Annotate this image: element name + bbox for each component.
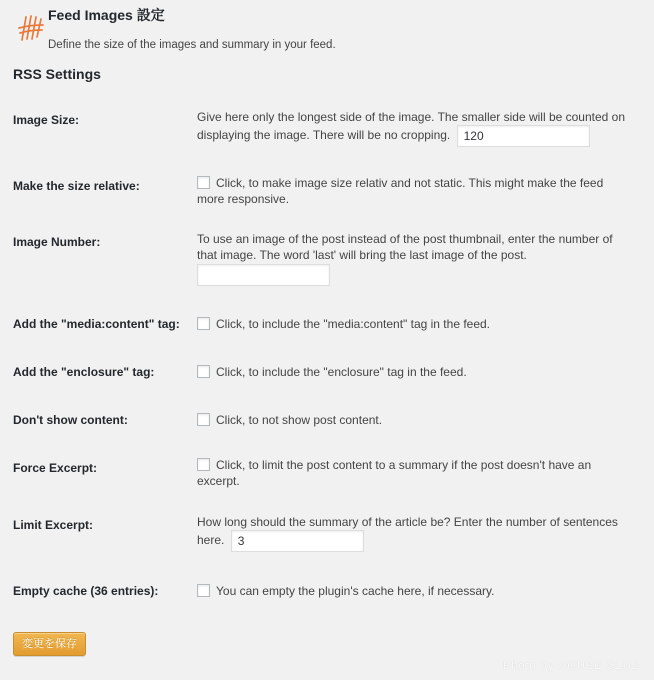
limit-excerpt-label: Limit Excerpt: (13, 518, 94, 532)
limit-excerpt-field (197, 514, 629, 552)
limit-excerpt-description: How long should the summary of the article be? Enter the number of sentences here. (197, 515, 618, 548)
force-excerpt-label: Force Excerpt: (13, 461, 98, 475)
image-number-label: Image Number: (13, 235, 101, 249)
photo-credit-watermark: Photo by HOUSE CLUB (503, 660, 640, 672)
dont-show-content-checkbox[interactable] (197, 413, 210, 426)
media-content-checkbox[interactable] (197, 317, 210, 330)
image-size-description: Give here only the longest side of the image. The smaller side will be counted on displaying the image. There will be no cropping. (197, 110, 626, 143)
image-size-input[interactable] (457, 125, 590, 147)
feed-images-logo-icon (17, 14, 45, 42)
enclosure-option[interactable] (197, 364, 629, 380)
force-excerpt-checkbox[interactable] (197, 458, 210, 471)
size-relative-text: Click, to make image size relativ and not static. This might make the feed more responsive. (197, 176, 604, 206)
page-title: Feed Images 設定 (48, 7, 165, 23)
save-changes-button[interactable]: 変更を保存 (13, 632, 86, 656)
force-excerpt-text: Click, to limit the post content to a summary if the post doesn't have an excerpt. (197, 458, 592, 488)
media-content-option[interactable] (197, 316, 629, 332)
dont-show-content-field (197, 412, 629, 428)
image-size-label: Image Size: (13, 113, 80, 127)
empty-cache-text: You can empty the plugin's cache here, if necessary. (216, 584, 495, 598)
size-relative-field (197, 175, 629, 207)
enclosure-label: Add the "enclosure" tag: (13, 365, 155, 379)
empty-cache-checkbox[interactable] (197, 584, 210, 597)
enclosure-checkbox[interactable] (197, 365, 210, 378)
size-relative-option[interactable] (197, 175, 629, 207)
media-content-label: Add the "media:content" tag: (13, 317, 180, 331)
dont-show-content-text: Click, to not show post content. (216, 413, 383, 427)
force-excerpt-option[interactable] (197, 457, 629, 489)
force-excerpt-field (197, 457, 629, 489)
media-content-text: Click, to include the "media:content" tag in the feed. (216, 317, 491, 331)
image-number-field (197, 231, 629, 286)
enclosure-field (197, 364, 629, 380)
empty-cache-field (197, 583, 629, 599)
image-size-field (197, 109, 629, 147)
dont-show-content-option[interactable] (197, 412, 629, 428)
media-content-field (197, 316, 629, 332)
section-title: RSS Settings (13, 66, 101, 82)
enclosure-text: Click, to include the "enclosure" tag in the feed. (216, 365, 467, 379)
image-number-input[interactable] (197, 264, 330, 286)
empty-cache-label: Empty cache (36 entries): (13, 584, 159, 598)
limit-excerpt-input[interactable] (231, 530, 364, 552)
image-number-description: To use an image of the post instead of the post thumbnail, enter the number of that image. The word 'last' will bring the last image of the post. (197, 232, 613, 262)
size-relative-checkbox[interactable] (197, 176, 210, 189)
empty-cache-option[interactable] (197, 583, 629, 599)
page-description: Define the size of the images and summary in your feed. (48, 39, 336, 51)
dont-show-content-label: Don't show content: (13, 413, 128, 427)
size-relative-label: Make the size relative: (13, 179, 140, 193)
